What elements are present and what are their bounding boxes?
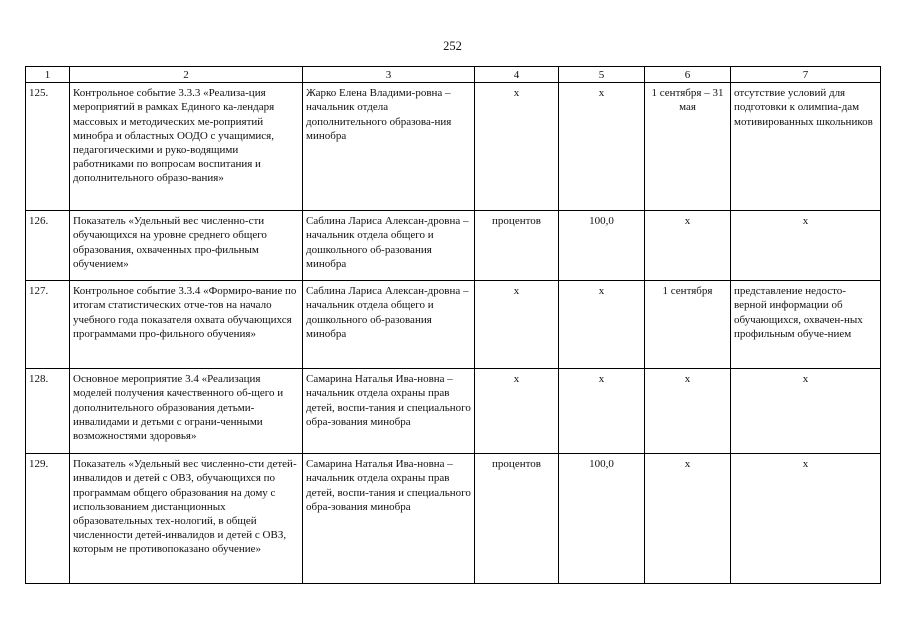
- row-number: 127.: [26, 281, 70, 369]
- value-cell: х: [559, 369, 645, 454]
- value-cell: х: [559, 281, 645, 369]
- note-cell: представление недосто-верной информации об обучающихся, охвачен-ных профильным обуче-нием: [731, 281, 881, 369]
- responsible-cell: Саблина Лариса Алексан-дровна – начальник отдела общего и дошкольного об-разования минобра: [303, 281, 475, 369]
- event-cell: Контрольное событие 3.3.3 «Реализа-ция мероприятий в рамках Единого ка-лендаря массовых и методических ме-роприятий минобра и областных ООДО с учащимися, педагогическими и руко-водящими работниками по вопросам воспитания и дополнительного образо-вания»: [70, 83, 303, 211]
- page-number: 252: [443, 39, 462, 53]
- responsible-cell: Жарко Елена Владими-ровна – начальник отдела дополнительного образова-ния минобра: [303, 83, 475, 211]
- table-row: [26, 369, 881, 454]
- unit-cell: х: [475, 369, 559, 454]
- value-cell: 100,0: [559, 211, 645, 281]
- column-header: 3: [303, 67, 475, 83]
- responsible-cell: Самарина Наталья Ива-новна – начальник отдела охраны прав детей, воспи-тания и специального обра-зования минобра: [303, 369, 475, 454]
- date-cell: 1 сентября: [645, 281, 731, 369]
- event-cell: Основное мероприятие 3.4 «Реализация моделей получения качественного об-щего и дополнительного образования детьми-инвалидами и детьми с ограни-ченными возможностями здоровья»: [70, 369, 303, 454]
- unit-cell: х: [475, 83, 559, 211]
- table-row: [26, 83, 881, 211]
- column-header: 6: [645, 67, 731, 83]
- column-header: 2: [70, 67, 303, 83]
- note-cell: х: [731, 211, 881, 281]
- note-cell: отсутствие условий для подготовки к олимпиа-дам мотивированных школьников: [731, 83, 881, 211]
- unit-cell: х: [475, 281, 559, 369]
- plan-table: [25, 66, 881, 584]
- responsible-cell: Самарина Наталья Ива-новна – начальник отдела охраны прав детей, воспи-тания и специального обра-зования минобра: [303, 454, 475, 584]
- table-row: [26, 454, 881, 584]
- responsible-cell: Саблина Лариса Алексан-дровна – начальник отдела общего и дошкольного об-разования минобра: [303, 211, 475, 281]
- column-header: 5: [559, 67, 645, 83]
- event-cell: Контрольное событие 3.3.4 «Формиро-вание по итогам статистических отче-тов на начало учебного года показателя охвата обучающихся программами про-фильного обучения»: [70, 281, 303, 369]
- column-header: 7: [731, 67, 881, 83]
- event-cell: Показатель «Удельный вес численно-сти детей-инвалидов и детей с ОВЗ, обучающихся по программам общего образования на дому с использованием дистанционных образовательных тех-нологий, в общей численности детей-инвалидов и детей с ОВЗ, которым не противопоказано обучение»: [70, 454, 303, 584]
- table-header: [26, 67, 881, 83]
- table-row: [26, 281, 881, 369]
- date-cell: х: [645, 211, 731, 281]
- unit-cell: процентов: [475, 211, 559, 281]
- note-cell: х: [731, 369, 881, 454]
- row-number: 125.: [26, 83, 70, 211]
- column-header: 1: [26, 67, 70, 83]
- row-number: 129.: [26, 454, 70, 584]
- column-header: 4: [475, 67, 559, 83]
- unit-cell: процентов: [475, 454, 559, 584]
- date-cell: х: [645, 454, 731, 584]
- event-cell: Показатель «Удельный вес численно-сти обучающихся на уровне среднего общего образования, охваченных про-фильным обучением»: [70, 211, 303, 281]
- table-row: [26, 211, 881, 281]
- value-cell: х: [559, 83, 645, 211]
- date-cell: х: [645, 369, 731, 454]
- header-row: [26, 67, 881, 83]
- row-number: 126.: [26, 211, 70, 281]
- value-cell: 100,0: [559, 454, 645, 584]
- row-number: 128.: [26, 369, 70, 454]
- date-cell: 1 сентября – 31 мая: [645, 83, 731, 211]
- note-cell: х: [731, 454, 881, 584]
